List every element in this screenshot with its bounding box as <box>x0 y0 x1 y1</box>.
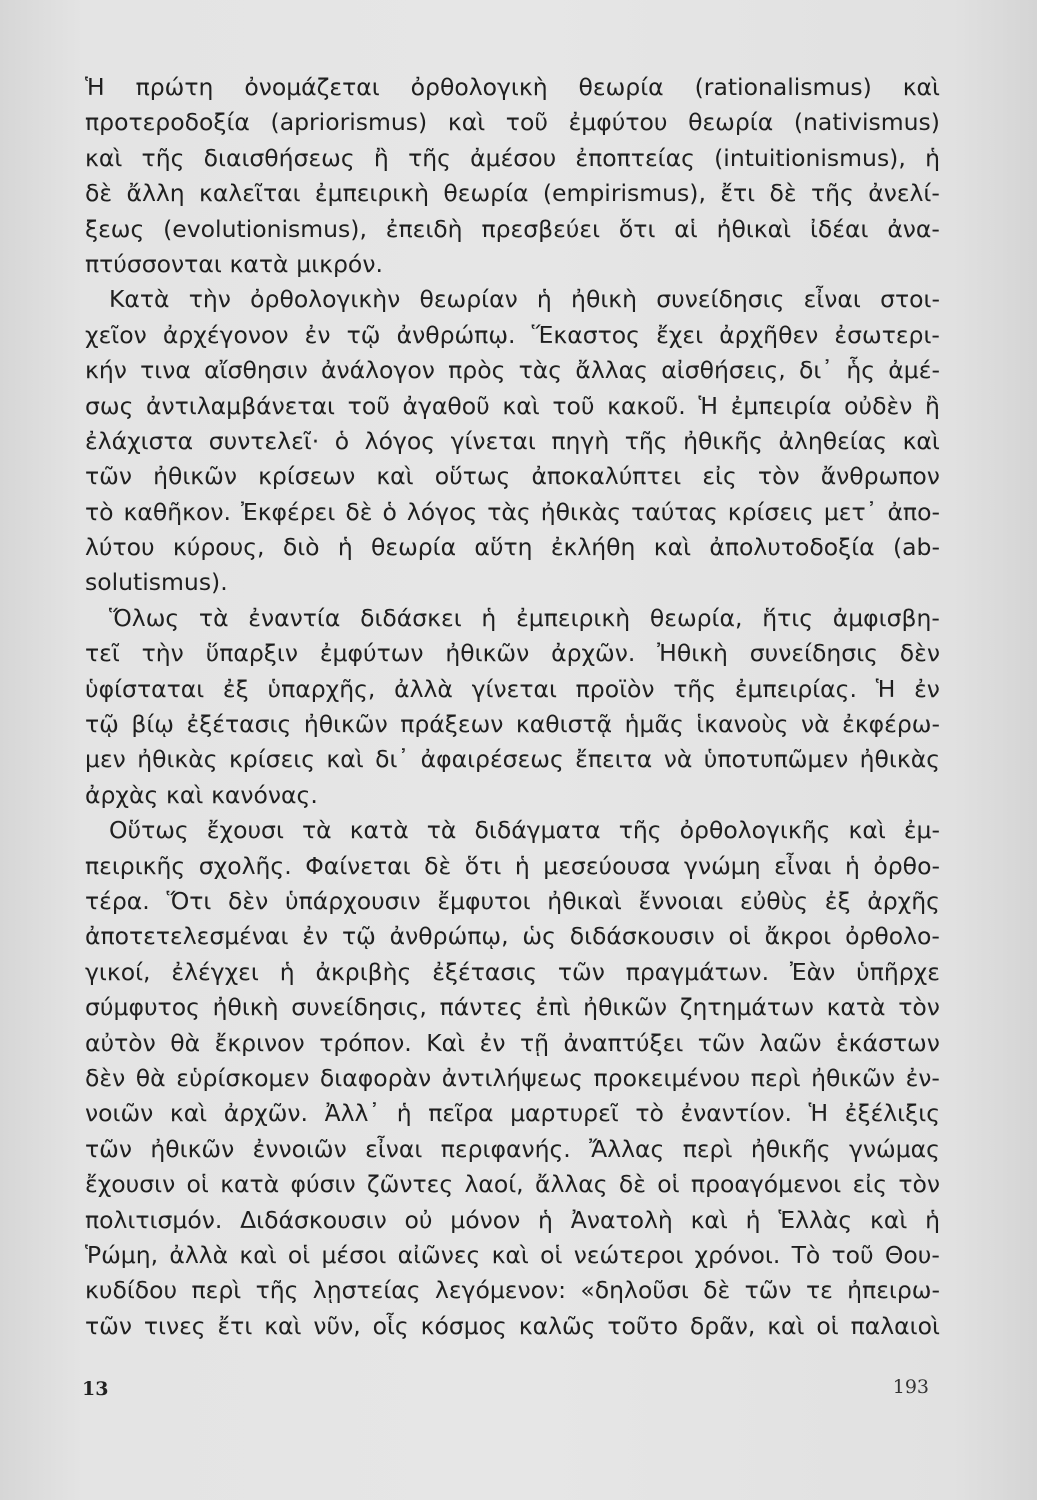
text-line: πτύσσονται κατὰ μικρόν. <box>85 249 383 278</box>
text-line: Ῥώμη, ἀλλὰ καὶ οἱ μέσοι αἰῶνες καὶ οἱ νεώτεροι χρόνοι. Τὸ τοῦ Θου- <box>85 1240 940 1269</box>
text-line: καὶ τῆς διαισθήσεως ἢ τῆς ἀμέσου ἐποπτείας (intuitionismus), ἡ <box>85 143 940 172</box>
text-line: τῷ βίῳ ἐξέτασις ἠθικῶν πράξεων καθιστᾷ ἡμᾶς ἱκανοὺς νὰ ἐκφέρω- <box>85 710 940 739</box>
text-line: γικοί, ἐλέγχει ἡ ἀκριβὴς ἐξέτασις τῶν πραγμάτων. Ἐὰν ὑπῆρχε <box>85 957 940 986</box>
text-line: μεν ἠθικὰς κρίσεις καὶ δι᾽ ἀφαιρέσεως ἔπειτα νὰ ὑποτυπῶμεν ἠθικὰς <box>85 745 940 774</box>
text-line: τέρα. Ὅτι δὲν ὑπάρχουσιν ἔμφυτοι ἠθικαὶ ἔννοιαι εὐθὺς ἐξ ἀρχῆς <box>85 886 940 915</box>
text-line: κυδίδου περὶ τῆς λῃστείας λεγόμενον: «δηλοῦσι δὲ τῶν τε ἠπειρω- <box>85 1276 940 1305</box>
text-line: ἀποτετελεσμέναι ἐν τῷ ἀνθρώπῳ, ὡς διδάσκουσιν οἱ ἄκροι ὀρθολο- <box>85 922 940 951</box>
text-line: χεῖον ἀρχέγονον ἐν τῷ ἀνθρώπῳ. Ἕκαστος ἔχει ἀρχῆθεν ἐσωτερι- <box>85 320 940 349</box>
text-line: solutismus). <box>85 568 228 597</box>
text-line: λύτου κύρους, διὸ ἡ θεωρία αὕτη ἐκλήθη καὶ ἀπολυτοδοξία (ab- <box>85 533 940 562</box>
text-line: πολιτισμόν. Διδάσκουσιν οὐ μόνον ἡ Ἀνατολὴ καὶ ἡ Ἑλλὰς καὶ ἡ <box>85 1205 940 1234</box>
text-line: δὲν θὰ εὑρίσκομεν διαφορὰν ἀντιλήψεως προκειμένου περὶ ἠθικῶν ἐν- <box>85 1063 940 1092</box>
text-line: ἐλάχιστα συντελεῖ· ὁ λόγος γίνεται πηγὴ τῆς ἠθικῆς ἀληθείας καὶ <box>85 426 940 455</box>
text-line: τὸ καθῆκον. Ἐκφέρει δὲ ὁ λόγος τὰς ἠθικὰς ταύτας κρίσεις μετ᾽ ἀπο- <box>85 497 940 526</box>
text-line: Ἡ πρώτη ὀνομάζεται ὀρθολογικὴ θεωρία (rationalismus) καὶ <box>85 73 940 101</box>
body-text <box>85 70 940 1344</box>
text-line: Ὅλως τὰ ἐναντία διδάσκει ἡ ἐμπειρικὴ θεωρία, ἥτις ἀμφισβη- <box>109 603 940 632</box>
text-line: προτεροδοξία (apriorismus) καὶ τοῦ ἐμφύτου θεωρία (nativismus) <box>85 108 940 137</box>
text-line: κήν τινα αἴσθησιν ἀνάλογον πρὸς τὰς ἄλλας αἰσθήσεις, δι᾽ ἧς ἀμέ- <box>85 356 940 385</box>
text-line: τῶν ἠθικῶν ἐννοιῶν εἶναι περιφανής. Ἄλλας περὶ ἠθικῆς γνώμας <box>85 1134 940 1163</box>
text-line: σως ἀντιλαμβάνεται τοῦ ἀγαθοῦ καὶ τοῦ κακοῦ. Ἡ ἐμπειρία οὐδὲν ἢ <box>85 391 940 420</box>
text-line: νοιῶν καὶ ἀρχῶν. Ἀλλ᾽ ἡ πεῖρα μαρτυρεῖ τὸ ἐναντίον. Ἡ ἐξέλιξις <box>85 1099 940 1128</box>
text-line: Οὕτως ἔχουσι τὰ κατὰ τὰ διδάγματα τῆς ὀρθολογικῆς καὶ ἐμ- <box>109 816 940 845</box>
signature-mark: 13 <box>82 1378 109 1400</box>
text-line: τεῖ τὴν ὕπαρξιν ἐμφύτων ἠθικῶν ἀρχῶν. Ἠθικὴ συνείδησις δὲν <box>85 639 940 668</box>
text-line: ἔχουσιν οἱ κατὰ φύσιν ζῶντες λαοί, ἄλλας δὲ οἱ προαγόμενοι εἰς τὸν <box>85 1170 940 1199</box>
text-line: Κατὰ τὴν ὀρθολογικὴν θεωρίαν ἡ ἠθικὴ συνείδησις εἶναι στοι- <box>109 285 940 314</box>
text-line: σύμφυτος ἠθικὴ συνείδησις, πάντες ἐπὶ ἠθικῶν ζητημάτων κατὰ τὸν <box>85 993 940 1022</box>
text-line: τῶν ἠθικῶν κρίσεων καὶ οὕτως ἀποκαλύπτει εἰς τὸν ἄνθρωπον <box>85 462 940 491</box>
text-line: ἀρχὰς καὶ κανόνας. <box>85 780 318 809</box>
text-line: δὲ ἄλλη καλεῖται ἐμπειρικὴ θεωρία (empirismus), ἔτι δὲ τῆς ἀνελί- <box>85 179 940 208</box>
text-line: τῶν τινες ἔτι καὶ νῦν, οἷς κόσμος καλῶς τοῦτο δρᾶν, καὶ οἱ παλαιοὶ <box>85 1311 940 1340</box>
text-line: ξεως (evolutionismus), ἐπειδὴ πρεσβεύει ὅτι αἱ ἠθικαὶ ἰδέαι ἀνα- <box>85 214 940 243</box>
text-line: ὑφίσταται ἐξ ὑπαρχῆς, ἀλλὰ γίνεται προϊὸν τῆς ἐμπειρίας. Ἡ ἐν <box>85 674 940 703</box>
text-line: αὐτὸν θὰ ἔκρινον τρόπον. Καὶ ἐν τῇ ἀναπτύξει τῶν λαῶν ἑκάστων <box>85 1028 940 1057</box>
page-number: 193 <box>892 1376 929 1398</box>
text-line: πειρικῆς σχολῆς. Φαίνεται δὲ ὅτι ἡ μεσεύουσα γνώμη εἶναι ἡ ὀρθο- <box>85 851 940 880</box>
